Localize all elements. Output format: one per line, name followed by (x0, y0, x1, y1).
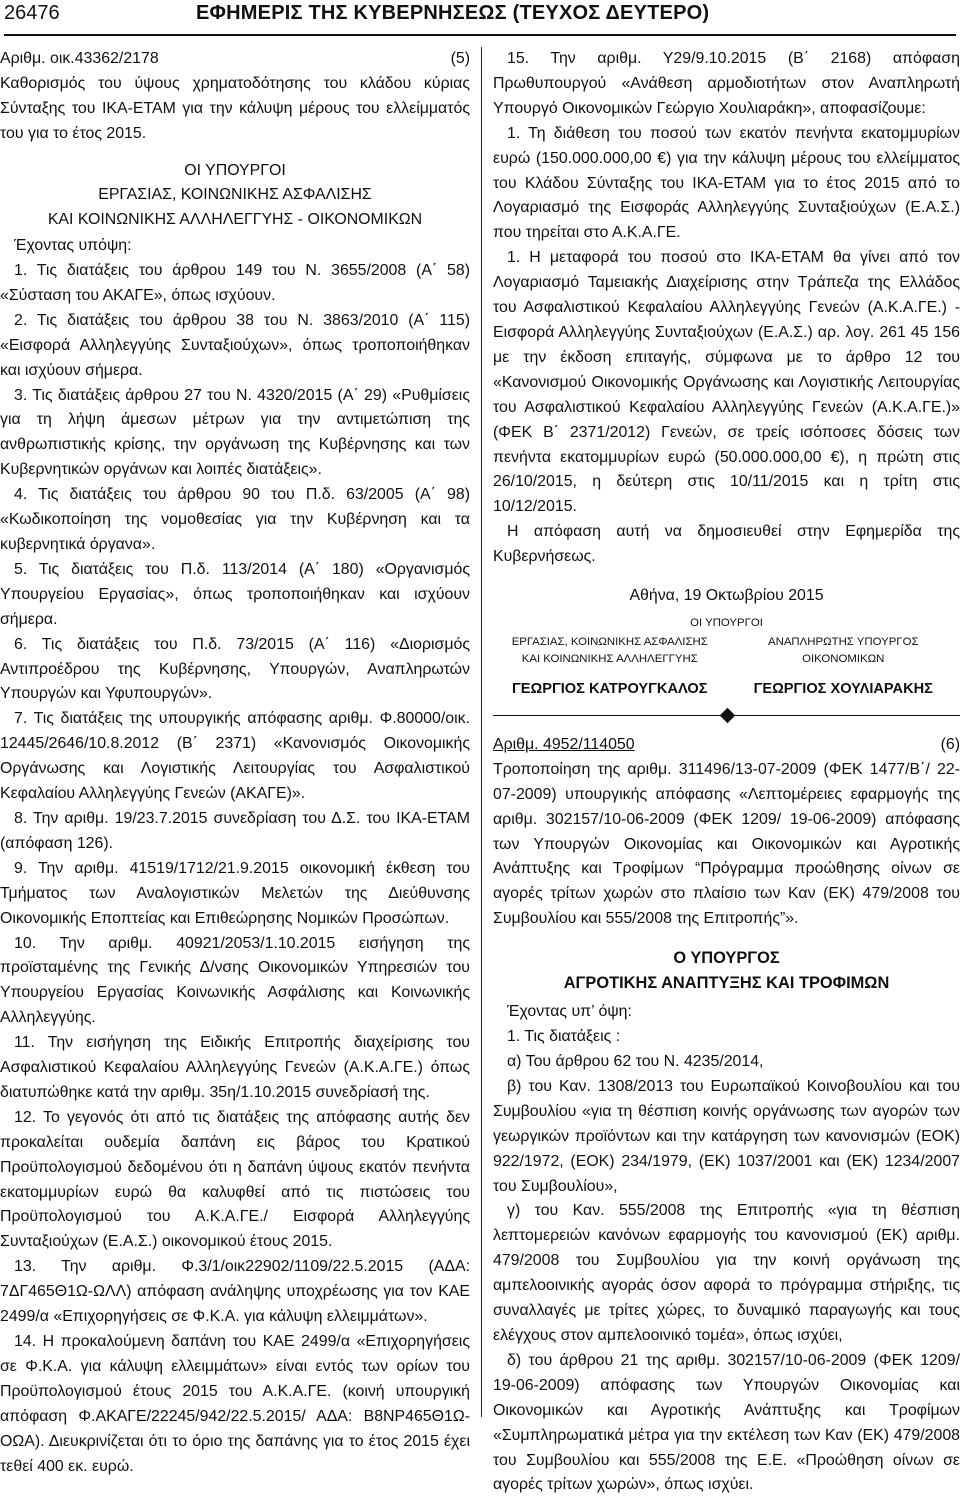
list-item: 5. Τις διατάξεις του Π.δ. 113/2014 (Α΄ 180) «Οργανισμός Υπουργείου Εργασίας», όπως τροποποιήθηκαν και ισχύουν σήμερα. (0, 558, 470, 633)
considering-label: Έχοντας υπόψη: (0, 234, 470, 259)
list-item: 15. Την αριθμ. Υ29/9.10.2015 (Β΄ 2168) απόφαση Πρωθυπουργού «Ανάθεση αρμοδιοτήτων στον Αναπληρωτή Υπουργό Οικονομικών Γεώργιο Χουλιαράκη», αποφασίζουμε: (493, 47, 960, 122)
decision-clause: Η απόφαση αυτή να δημοσιευθεί στην Εφημερίδα της Κυβερνήσεως. (493, 520, 960, 570)
page-number: 26476 (4, 2, 60, 25)
list-item: 14. Η προκαλούμενη δαπάνη του ΚΑΕ 2499/α «Επιχορηγήσεις σε Φ.Κ.Α. για κάλυψη ελλειμμάτων» είναι εντός των ορίων του Προϋπολογισμού έτους 2015 του Α.Κ.Α.ΓΕ. (κοινή υπουργική απόφαση Φ.ΑΚΑΓΕ/22245/942/22.5.2015/ ΑΔΑ: Β8ΝΡ465Θ1Ω-ΟΩΑ). Διευκρινίζεται ότι το όριο της δαπάνης για το έτος 2015 έχει τεθεί 400 εκ. ευρώ. (0, 1330, 470, 1479)
authority-line: ΚΑΙ ΚΟΙΝΩΝΙΚΗΣ ΑΛΛΗΛΕΓΓΥΗΣ - ΟΙΚΟΝΟΜΙΚΩΝ (0, 208, 470, 233)
decision-date: Αθήνα, 19 Οκτωβρίου 2015 (493, 584, 960, 609)
authority-line: Ο ΥΠΟΥΡΓΟΣ (493, 946, 960, 971)
list-item: 1. Τις διατάξεις του άρθρου 149 του Ν. 3655/2008 (Α΄ 58) «Σύσταση του ΑΚΑΓΕ», όπως ισχύουν. (0, 259, 470, 309)
page-header (4, 0, 956, 36)
list-item: 13. Την αριθμ. Φ.3/1/οικ22902/1109/22.5.2015 (ΑΔΑ: 7ΔΓ465Θ1Ω-ΩΛΛ) απόφαση ανάληψης υποχρέωσης για τον ΚΑΕ 2499/α «Επιχορηγήσεις σε Φ.Κ.Α. για κάλυψη ελλειμμάτων». (0, 1255, 470, 1330)
list-item: γ) του Καν. 555/2008 της Επιτροπής «για τη θέσπιση λεπτομερειών κανόνων εφαρμογής του κανονισμού (ΕΚ) αριθμ. 479/2008 του Συμβουλίου για την κοινή οργάνωση της αμπελοοινικής αγοράς όσον αφορά το πρόγραμμα στήριξης, τις συναλλαγές με τρίτες χώρες, το δυναμικό παραγωγής και τους ελέγχους στον αμπελοοινικό τομέα», όπως ισχύει, (493, 1199, 960, 1348)
list-item: 10. Την αριθμ. 40921/2053/1.10.2015 εισήγηση της προϊσταμένης της Γενικής Δ/νσης Οικονομικών Υπηρεσιών του Υπουργείου Εργασίας Κοινωνικής Ασφάλισης και Κοινωνικής Αλληλεγγύης. (0, 932, 470, 1032)
signatories-title: ΟΙ ΥΠΟΥΡΓΟΙ (493, 615, 960, 632)
right-column (493, 47, 960, 1498)
authority-line: ΕΡΓΑΣΙΑΣ, ΚΟΙΝΩΝΙΚΗΣ ΑΣΦΑΛΙΣΗΣ (0, 183, 470, 208)
authority-line: ΟΙ ΥΠΟΥΡΓΟΙ (0, 159, 470, 184)
decision-5-authority (0, 159, 470, 233)
decision-6-ref: Αριθμ. 4952/114050 (493, 733, 635, 758)
signatures (493, 634, 960, 701)
gazette-title: ΕΦΗΜΕΡΙΣ ΤΗΣ ΚΥΒΕΡΝΗΣΕΩΣ (ΤΕΥΧΟΣ ΔΕΥΤΕΡΟ) (196, 2, 709, 25)
list-item: 11. Την εισήγηση της Ειδικής Επιτροπής διαχείρισης του Ασφαλιστικού Κεφαλαίου Αλληλεγγύης Γενεών (Α.Κ.Α.ΓΕ.) όπως διατυπώθηκε κατά την αριθμ. 35η/1.10.2015 συνεδρίασή της. (0, 1031, 470, 1106)
column-divider (481, 47, 482, 1417)
list-item: 12. Το γεγονός ότι από τις διατάξεις της απόφασης αυτής δεν προκαλείται ουδεμία δαπάνη εις βάρος του Κρατικού Προϋπολογισμού δεδομένου ότι η δαπάνη ύψους εκατόν πενήντα εκατομμυρίων ευρώ θα καλυφθεί από τις πιστώσεις του Προϋπολογισμού του Α.Κ.Α.ΓΕ./ Εισφορά Αλληλεγγύης Συνταξιούχων (Ε.Α.Σ.) οικονομικού έτους 2015. (0, 1106, 470, 1255)
signatory (493, 634, 727, 701)
signatory-role: ΑΝΑΠΛΗΡΩΤΗΣ ΥΠΟΥΡΓΟΣ (727, 634, 960, 651)
list-item: α) Του άρθρου 62 του Ν. 4235/2014, (493, 1050, 960, 1075)
decision-6-subject: Τροποποίηση της αριθμ. 311496/13-07-2009 (ΦΕΚ 1477/Β΄/ 22-07-2009) υπουργικής απόφασης «Λεπτομέρειες εφαρμογής της αριθμ. 302157/10-06-2009 (ΦΕΚ 1209/ 19-06-2009) απόφασης των Υπουργών Οικονομίας και Οικονομικών και Αγροτικής Ανάπτυξης και Τροφίμων “Πρόγραμμα προώθησης οίνων σε αγορές τρίτων χωρών στο πλαίσιο των Καν (ΕΚ) 479/2008 του Συμβουλίου και 555/2008 της Επιτροπής”». (493, 758, 960, 932)
decision-clause: 1. Τη διάθεση του ποσού των εκατόν πενήντα εκατομμυρίων ευρώ (150.000.000,00 €) για την κάλυψη μέρους του ελλείμματος του Κλάδου Σύνταξης του ΙΚΑ-ΕΤΑΜ για το έτος 2015 από το Λογαριασμό της Εισφοράς Αλληλεγγύης Συνταξιούχων (Ε.Α.Σ.) που τηρείται στο Α.Κ.Α.ΓΕ. (493, 122, 960, 247)
decision-5-subject: Καθορισμός του ύψους χρηματοδότησης του κλάδου κύριας Σύνταξης του ΙΚΑ-ΕΤΑΜ για την κάλυψη μέρους του ελλείμματός του για το έτος 2015. (0, 72, 470, 147)
list-item: 4. Τις διατάξεις του άρθρου 90 του Π.δ. 63/2005 (Α΄ 98) «Κωδικοποίηση της νομοθεσίας για την Κυβέρνηση και τα κυβερνητικά όργανα». (0, 483, 470, 558)
decision-6-authority (493, 946, 960, 996)
list-item: 7. Τις διατάξεις της υπουργικής απόφασης αριθμ. Φ.80000/οικ. 12445/2646/10.8.2012 (Β΄ 2371) «Κανονισμός Οικονομικής Οργάνωσης και Λογιστικής Λειτουργίας του Ασφαλιστικού Κεφαλαίου Αλληλεγγύης Γενεών (ΑΚΑΓΕ)». (0, 707, 470, 807)
list-item: β) του Καν. 1308/2013 του Ευρωπαϊκού Κοινοβουλίου και του Συμβουλίου «για τη θέσπιση κοινής οργάνωσης των αγορών των γεωργικών προϊόντων και την κατάργηση των κανονισμών (ΕΟΚ) 922/1972, (ΕΟΚ) 234/1979, (ΕΚ) 1037/2001 και (ΕΚ) 1234/2007 του Συμβουλίου», (493, 1075, 960, 1200)
authority-line: ΑΓΡΟΤΙΚΗΣ ΑΝΑΠΤΥΞΗΣ ΚΑΙ ΤΡΟΦΙΜΩΝ (493, 971, 960, 996)
signatory (727, 634, 960, 701)
diamond-icon (719, 708, 735, 724)
list-item: 3. Τις διατάξεις άρθρου 27 του Ν. 4320/2015 (Α΄ 29) «Ρυθμίσεις για τη λήψη άμεσων μέτρων για την αντιμετώπιση της ανθρωπιστικής κρίσης, την οργάνωση της Κυβέρνησης και των Κυβερνητικών οργάνων και λοιπές διατάξεις». (0, 384, 470, 484)
decision-5-heading (0, 47, 470, 72)
decision-5-ref: Αριθμ. οικ.43362/2178 (0, 47, 159, 72)
signatory-role: ΚΑΙ ΚΟΙΝΩΝΙΚΗΣ ΑΛΛΗΛΕΓΓΥΗΣ (493, 651, 727, 668)
decision-clause: 1. Η μεταφορά του ποσού στο ΙΚΑ-ΕΤΑΜ θα γίνει από τον Λογαριασμό Ταμειακής Διαχείρισης στην Τράπεζα της Ελλάδος του Ασφαλιστικού Κεφαλαίου Αλληλεγγύης Γενεών (Α.Κ.Α.ΓΕ.) - Εισφορά Αλληλεγγύης Συνταξιούχων (Ε.Α.Σ.) αρ. λογ. 261 45 156 με την έκδοση επιταγής, σύμφωνα με το άρθρο 12 του «Κανονισμού Οικονομικής Οργάνωσης και Λογιστικής Λειτουργίας του Ασφαλιστικού Κεφαλαίου Αλληλεγγύης Γενεών (Α.Κ.Α.ΓΕ.)» (ΦΕΚ Β΄ 2371/2012) Γενεών, σε τρείς ισόποσες δόσεις των πενήντα εκατομμυρίων ευρώ (50.000.000,00 €), η πρώτη στις 26/10/2015, η δεύτερη στις 10/11/2015 και η τρίτη στις 10/12/2015. (493, 246, 960, 520)
list-item: δ) του άρθρου 21 της αριθμ. 302157/10-06-2009 (ΦΕΚ 1209/ 19-06-2009) απόφασης των Υπουργών Οικονομίας και Οικονομικών και Αγροτικής Ανάπτυξης και Τροφίμων «Συμπληρωματικά μέτρα για την εκτέλεση των Καν (ΕΚ) 479/2008 του Συμβουλίου και 555/2008 της Ε.Ε. «Προώθηση οίνων σε αγορές τρίτων χωρών», όπως ισχύει. (493, 1349, 960, 1498)
signatory-role: ΕΡΓΑΣΙΑΣ, ΚΟΙΝΩΝΙΚΗΣ ΑΣΦΑΛΙΣΗΣ (493, 634, 727, 651)
signatory-role: ΟΙΚΟΝΟΜΙΚΩΝ (727, 651, 960, 668)
list-item: 8. Την αριθμ. 19/23.7.2015 συνεδρίαση του Δ.Σ. του ΙΚΑ-ΕΤΑΜ (απόφαση 126). (0, 807, 470, 857)
list-item: 1. Τις διατάξεις : (493, 1025, 960, 1050)
decision-6-number: (6) (941, 733, 960, 758)
signatory-name: ΓΕΩΡΓΙΟΣ ΚΑΤΡΟΥΓΚΑΛΟΣ (493, 677, 727, 701)
section-separator (493, 707, 960, 725)
list-item: 9. Την αριθμ. 41519/1712/21.9.2015 οικονομική έκθεση του Τμήματος των Αναλογιστικών Μελετών της Διεύθυνσης Οικονομικής Εποπτείας και Επιθεώρησης Νομικών Προσώπων. (0, 857, 470, 932)
decision-5-number: (5) (451, 47, 470, 72)
decision-6-heading (493, 733, 960, 758)
list-item: 2. Τις διατάξεις του άρθρου 38 του Ν. 3863/2010 (Α΄ 115) «Εισφορά Αλληλεγγύης Συνταξιούχων», όπως τροποποιήθηκαν και ισχύουν σήμερα. (0, 309, 470, 384)
left-column (0, 47, 470, 1479)
considering-label: Έχοντας υπ’ όψη: (493, 1000, 960, 1025)
list-item: 6. Τις διατάξεις του Π.δ. 73/2015 (Α΄ 116) «Διορισμός Αντιπροέδρου της Κυβέρνησης, Υπουργών, Αναπληρωτών Υπουργών και Υφυπουργών». (0, 633, 470, 708)
signatory-name: ΓΕΩΡΓΙΟΣ ΧΟΥΛΙΑΡΑΚΗΣ (727, 677, 960, 701)
